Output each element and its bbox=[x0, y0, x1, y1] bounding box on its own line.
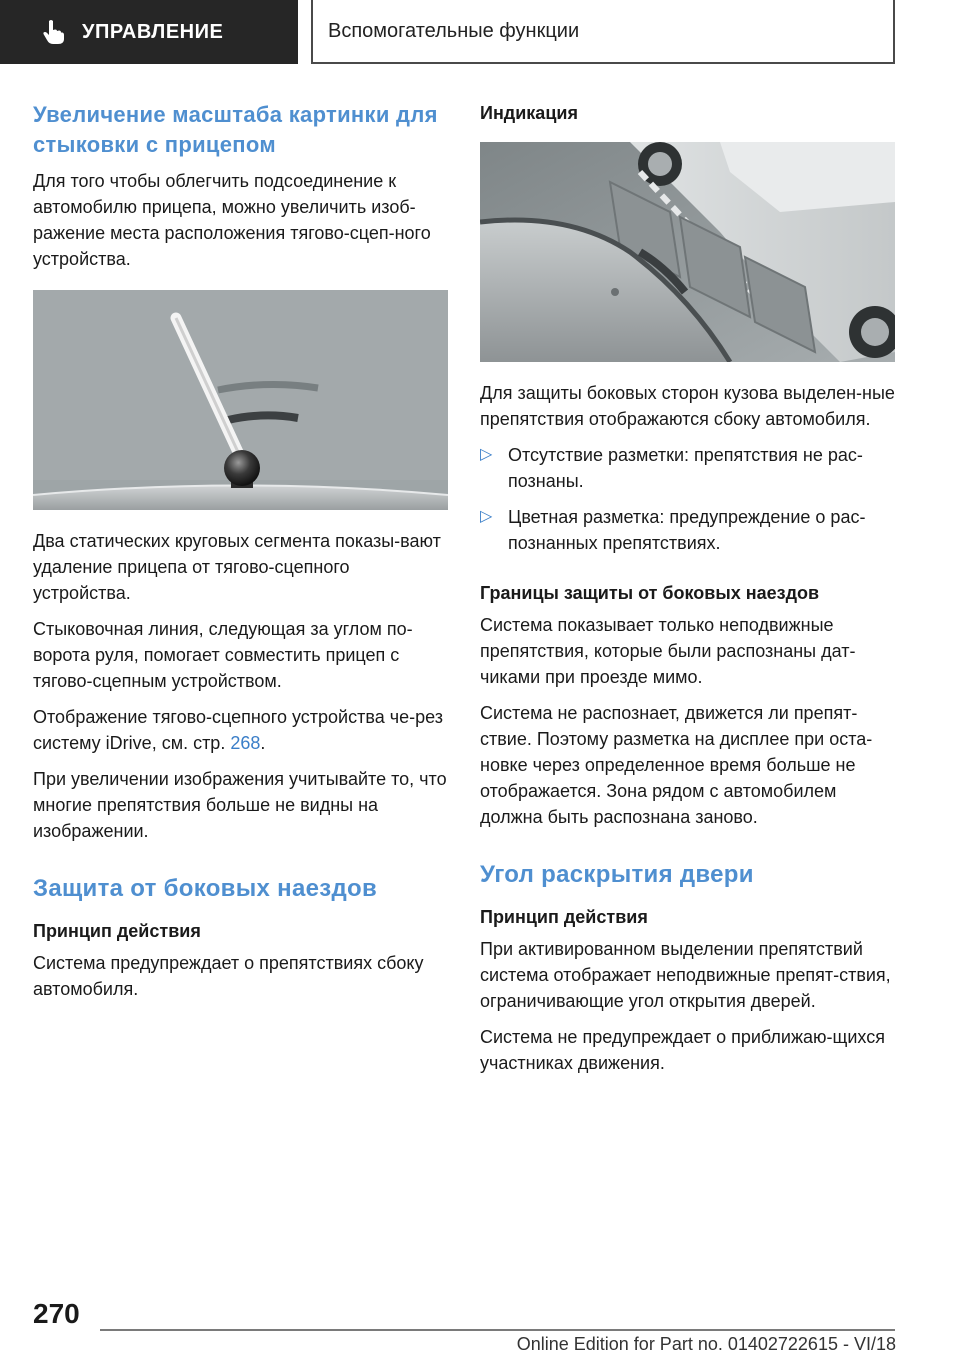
heading-door-angle: Угол раскрытия двери bbox=[480, 861, 754, 888]
chapter-title: Вспомогательные функции bbox=[328, 19, 580, 42]
side-protection-display-image bbox=[480, 142, 895, 362]
paragraph: Для защиты боковых сторон кузова выделен-ные препятствия отображаются сбоку автомобиля. bbox=[480, 383, 895, 429]
pointing-hand-icon bbox=[38, 17, 68, 47]
heading-zoom-trailer: Увеличение масштаба картинки для стыковки с прицепом bbox=[33, 102, 438, 157]
paragraph: Стыковочная линия, следующая за углом по-ворота руля, помогает совместить прицеп с тягово-сцепным устройством. bbox=[33, 619, 413, 691]
right-column bbox=[480, 100, 898, 1086]
subheading-principle: Принцип действия bbox=[33, 921, 201, 941]
text: Отображение тягово-сцепного устройства че-рез систему iDrive, см. стр. bbox=[33, 707, 443, 753]
text: . bbox=[260, 733, 266, 753]
paragraph: При активированном выделении препятствий система отображает неподвижные препят-ствия, ограничивающие угол открытия дверей. bbox=[480, 939, 891, 1011]
paragraph: Система показывает только неподвижные препятствия, которые были распознаны дат-чиками при проезде мимо. bbox=[480, 615, 856, 687]
page-link[interactable]: 268 bbox=[230, 733, 261, 753]
page-number: 270 bbox=[33, 1298, 80, 1329]
paragraph: Система предупреждает о препятствиях сбоку автомобиля. bbox=[33, 953, 424, 999]
subheading-indication: Индикация bbox=[480, 103, 578, 123]
list-item-text: Цветная разметка: предупреждение о рас-познанных препятствиях. bbox=[508, 507, 866, 553]
hitch-zoom-image bbox=[33, 290, 448, 510]
subheading-limits: Границы защиты от боковых наездов bbox=[480, 583, 820, 603]
list-item-text: Отсутствие разметки: препятствия не рас-познаны. bbox=[508, 445, 863, 491]
left-column bbox=[33, 100, 448, 1012]
paragraph: Система не распознает, движется ли препят-ствие. Поэтому разметка на дисплее при оста-новке через определенное время больше не отображается. Зона рядом с автомобилем должна быть распознана заново. bbox=[480, 703, 873, 827]
paragraph: При увеличении изображения учитывайте то, что многие препятствия больше не видны на изображении. bbox=[33, 769, 447, 841]
chapter-box bbox=[311, 0, 895, 64]
edition-info: Online Edition for Part no. 01402722615 - VI/18 bbox=[516, 1334, 896, 1354]
paragraph: Система не предупреждает о приближаю-щихся участниках движения. bbox=[480, 1027, 885, 1073]
indication-list bbox=[480, 442, 898, 556]
list-item bbox=[480, 504, 898, 556]
paragraph: Два статических круговых сегмента показы-вают удаление прицепа от тягово-сцепного устройства. bbox=[33, 531, 441, 603]
triangle-bullet-icon: ▷ bbox=[480, 508, 493, 525]
section-tab bbox=[0, 0, 298, 64]
paragraph-with-link bbox=[33, 704, 448, 756]
paragraph: Для того чтобы облегчить подсоединение к автомобилю прицепа, можно увеличить изоб-ражение места расположения тягово-сцеп-ного устройства. bbox=[33, 171, 431, 269]
triangle-bullet-icon: ▷ bbox=[480, 446, 493, 463]
list-item bbox=[480, 442, 898, 494]
footer-divider bbox=[100, 1329, 895, 1331]
section-title: УПРАВЛЕНИЕ bbox=[82, 20, 224, 43]
heading-side-protection: Защита от боковых наездов bbox=[33, 875, 378, 902]
subheading-principle: Принцип действия bbox=[480, 907, 648, 927]
